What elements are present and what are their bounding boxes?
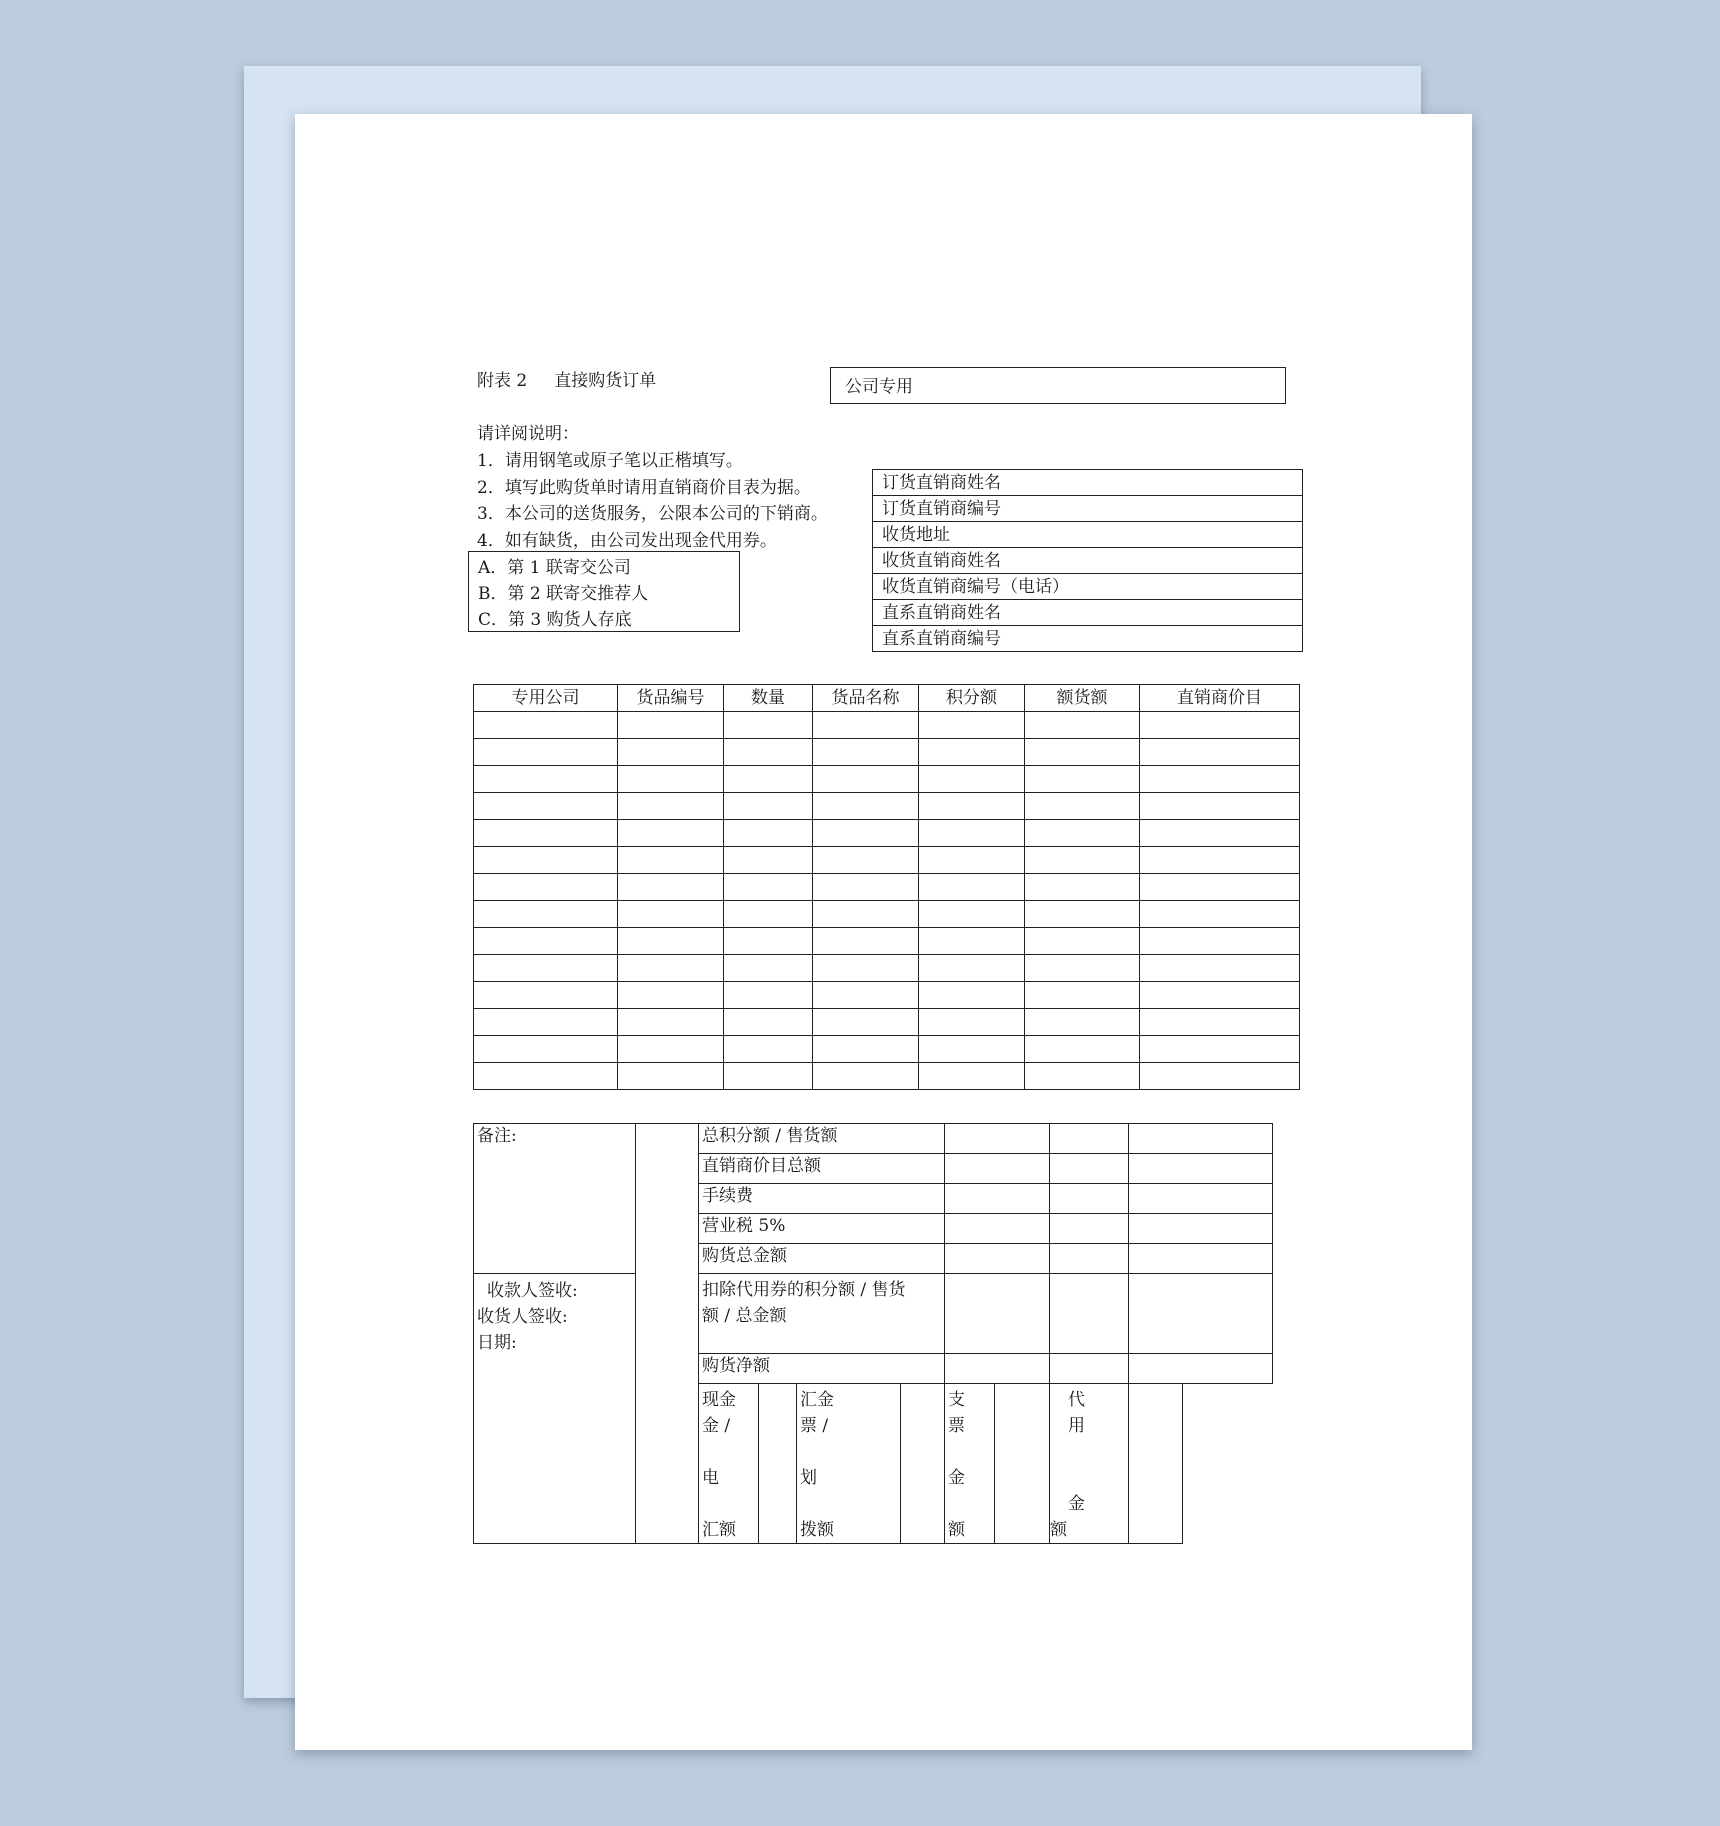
item-cell[interactable] [474, 928, 618, 955]
table-row [474, 1063, 1300, 1090]
voucher-label: 代 用 金 额 [1050, 1384, 1129, 1544]
order-items-table [473, 684, 1300, 1090]
item-cell[interactable] [618, 1036, 724, 1063]
table-row [474, 766, 1300, 793]
item-cell[interactable] [1140, 982, 1300, 1009]
purchaser-info-table [872, 469, 1303, 652]
item-cell[interactable] [724, 766, 813, 793]
item-cell[interactable] [724, 712, 813, 739]
column-header: 直销商价目 [1140, 685, 1300, 712]
item-cell[interactable] [618, 712, 724, 739]
item-cell[interactable] [919, 955, 1025, 982]
item-cell[interactable] [724, 874, 813, 901]
value-cell[interactable] [1050, 1354, 1129, 1384]
document-page [295, 114, 1472, 1750]
copy-item: C．第 3 购货人存底 [478, 610, 632, 630]
item-cell[interactable] [474, 739, 618, 766]
summary-label: 总积分额 / 售货额 [699, 1124, 945, 1154]
item-cell[interactable] [474, 1009, 618, 1036]
item-cell[interactable] [919, 1009, 1025, 1036]
item-cell[interactable] [724, 901, 813, 928]
item-cell[interactable] [1025, 928, 1140, 955]
info-label: 收货地址 [873, 522, 1303, 548]
item-cell[interactable] [813, 982, 919, 1009]
table-row [474, 901, 1300, 928]
table-header-row [474, 685, 1300, 712]
item-cell[interactable] [1140, 874, 1300, 901]
summary-label: 购货净额 [699, 1354, 945, 1384]
value-cell[interactable] [945, 1214, 1050, 1244]
info-label: 收货直销商编号（电话） [873, 574, 1303, 600]
item-cell[interactable] [919, 901, 1025, 928]
summary-table [473, 1123, 1273, 1544]
item-cell[interactable] [724, 820, 813, 847]
item-cell[interactable] [813, 820, 919, 847]
item-cell[interactable] [813, 1009, 919, 1036]
item-cell[interactable] [724, 1009, 813, 1036]
table-row [474, 1036, 1300, 1063]
item-cell[interactable] [1025, 739, 1140, 766]
table-row [474, 928, 1300, 955]
item-cell[interactable] [1025, 847, 1140, 874]
bank-draft-label: 汇金 票 / 划 拨额 [797, 1384, 901, 1544]
item-cell[interactable] [724, 793, 813, 820]
item-cell[interactable] [724, 982, 813, 1009]
item-cell[interactable] [724, 1036, 813, 1063]
item-cell[interactable] [1025, 874, 1140, 901]
item-cell[interactable] [813, 847, 919, 874]
item-cell[interactable] [618, 1063, 724, 1090]
info-row[interactable] [873, 548, 1303, 574]
item-cell[interactable] [1140, 820, 1300, 847]
table-row [474, 739, 1300, 766]
form-title [477, 368, 656, 395]
item-cell[interactable] [474, 982, 618, 1009]
item-cell[interactable] [618, 739, 724, 766]
column-header: 专用公司 [474, 685, 618, 712]
item-cell[interactable] [919, 1036, 1025, 1063]
item-cell[interactable] [618, 820, 724, 847]
value-cell[interactable] [1050, 1124, 1129, 1154]
summary-label: 直销商价目总额 [699, 1154, 945, 1184]
item-cell[interactable] [919, 712, 1025, 739]
item-cell[interactable] [919, 793, 1025, 820]
info-label: 订货直销商姓名 [873, 470, 1303, 496]
signature-cell[interactable] [474, 1274, 636, 1544]
item-cell[interactable] [1140, 739, 1300, 766]
item-cell[interactable] [474, 874, 618, 901]
cheque-label: 支 票 金 额 [945, 1384, 995, 1544]
bank-draft-value[interactable] [901, 1384, 945, 1544]
form-name: 直接购货订单 [554, 371, 657, 391]
item-cell[interactable] [1140, 955, 1300, 982]
item-cell[interactable] [919, 766, 1025, 793]
value-cell[interactable] [1129, 1124, 1273, 1154]
item-cell[interactable] [813, 901, 919, 928]
item-cell[interactable] [1025, 793, 1140, 820]
item-cell[interactable] [1025, 766, 1140, 793]
summary-label: 扣除代用券的积分额 / 售货额 / 总金额 [699, 1274, 945, 1354]
item-cell[interactable] [474, 793, 618, 820]
table-row [474, 847, 1300, 874]
info-label: 收货直销商姓名 [873, 548, 1303, 574]
item-cell[interactable] [1140, 793, 1300, 820]
value-cell[interactable] [945, 1274, 1050, 1354]
value-cell[interactable] [1129, 1184, 1273, 1214]
value-cell[interactable] [945, 1124, 1050, 1154]
item-cell[interactable] [1025, 1009, 1140, 1036]
item-cell[interactable] [919, 1063, 1025, 1090]
value-cell[interactable] [1129, 1154, 1273, 1184]
item-cell[interactable] [618, 874, 724, 901]
item-cell[interactable] [724, 739, 813, 766]
value-cell[interactable] [1129, 1354, 1273, 1384]
blank-column [636, 1124, 699, 1544]
remarks-cell[interactable] [474, 1124, 636, 1274]
instructions-heading: 请详阅说明： [477, 424, 579, 444]
item-cell[interactable] [618, 793, 724, 820]
receiver-signature-label: 收货人签收: [477, 1307, 568, 1327]
info-row[interactable] [873, 470, 1303, 496]
item-cell[interactable] [919, 847, 1025, 874]
item-cell[interactable] [1025, 712, 1140, 739]
item-cell[interactable] [813, 793, 919, 820]
voucher-value[interactable] [1129, 1384, 1183, 1544]
value-cell[interactable] [945, 1154, 1050, 1184]
item-cell[interactable] [474, 820, 618, 847]
item-cell[interactable] [919, 739, 1025, 766]
form-number: 附表 2 [477, 371, 528, 391]
table-row [474, 1009, 1300, 1036]
value-cell[interactable] [945, 1244, 1050, 1274]
value-cell[interactable] [1050, 1244, 1129, 1274]
item-cell[interactable] [813, 955, 919, 982]
table-row [474, 712, 1300, 739]
instruction-item: 2．填写此购货单时请用直销商价目表为据。 [477, 478, 811, 498]
column-header: 货品编号 [618, 685, 724, 712]
item-cell[interactable] [1025, 955, 1140, 982]
item-cell[interactable] [1140, 847, 1300, 874]
info-label: 直系直销商姓名 [873, 600, 1303, 626]
item-cell[interactable] [474, 901, 618, 928]
item-cell[interactable] [1140, 766, 1300, 793]
item-cell[interactable] [1025, 820, 1140, 847]
item-cell[interactable] [813, 928, 919, 955]
column-header: 货品名称 [813, 685, 919, 712]
item-cell[interactable] [1025, 1036, 1140, 1063]
value-cell[interactable] [1050, 1214, 1129, 1244]
item-cell[interactable] [919, 874, 1025, 901]
table-row [474, 955, 1300, 982]
cash-transfer-value[interactable] [759, 1384, 797, 1544]
copy-item: A．第 1 联寄交公司 [478, 558, 631, 578]
instruction-item: 1．请用钢笔或原子笔以正楷填写。 [477, 451, 743, 471]
item-cell[interactable] [724, 955, 813, 982]
item-cell[interactable] [813, 739, 919, 766]
summary-row [474, 1274, 1273, 1354]
item-cell[interactable] [813, 1063, 919, 1090]
table-row [474, 820, 1300, 847]
item-cell[interactable] [1140, 712, 1300, 739]
value-cell[interactable] [945, 1354, 1050, 1384]
item-cell[interactable] [724, 847, 813, 874]
item-cell[interactable] [474, 712, 618, 739]
instruction-item: 4．如有缺货，由公司发出现金代用券。 [477, 531, 777, 551]
date-label: 日期: [477, 1333, 517, 1353]
info-row[interactable] [873, 600, 1303, 626]
remarks-label: 备注: [477, 1126, 517, 1146]
item-cell[interactable] [618, 766, 724, 793]
item-cell[interactable] [1140, 1036, 1300, 1063]
value-cell[interactable] [1050, 1184, 1129, 1214]
company-use-box[interactable] [830, 367, 1286, 404]
instruction-item: 3．本公司的送货服务，公限本公司的下销商。 [477, 504, 828, 524]
info-label: 订货直销商编号 [873, 496, 1303, 522]
item-cell[interactable] [813, 766, 919, 793]
cheque-value[interactable] [995, 1384, 1050, 1544]
item-cell[interactable] [474, 766, 618, 793]
value-cell[interactable] [1050, 1154, 1129, 1184]
summary-label: 手续费 [699, 1184, 945, 1214]
item-cell[interactable] [474, 955, 618, 982]
item-cell[interactable] [813, 874, 919, 901]
item-cell[interactable] [1140, 1063, 1300, 1090]
item-cell[interactable] [1025, 1063, 1140, 1090]
item-cell[interactable] [1140, 928, 1300, 955]
summary-row [474, 1124, 1273, 1154]
column-header: 数量 [724, 685, 813, 712]
payee-signature-label: 收款人签收: [487, 1281, 578, 1301]
item-cell[interactable] [724, 1063, 813, 1090]
value-cell[interactable] [945, 1184, 1050, 1214]
summary-label: 营业税 5% [699, 1214, 945, 1244]
item-cell[interactable] [1025, 901, 1140, 928]
item-cell[interactable] [813, 1036, 919, 1063]
item-cell[interactable] [1140, 901, 1300, 928]
item-cell[interactable] [919, 982, 1025, 1009]
cash-transfer-label: 现金 金 / 电 汇额 [699, 1384, 759, 1544]
item-cell[interactable] [618, 955, 724, 982]
item-cell[interactable] [474, 1036, 618, 1063]
value-cell[interactable] [1129, 1244, 1273, 1274]
summary-label: 购货总金额 [699, 1244, 945, 1274]
column-header: 额货额 [1025, 685, 1140, 712]
table-row [474, 793, 1300, 820]
company-use-label: 公司专用 [845, 377, 913, 397]
item-cell[interactable] [618, 928, 724, 955]
value-cell[interactable] [1050, 1274, 1129, 1354]
item-cell[interactable] [618, 901, 724, 928]
table-row [474, 874, 1300, 901]
item-cell[interactable] [919, 820, 1025, 847]
item-cell[interactable] [618, 847, 724, 874]
table-row [474, 982, 1300, 1009]
copies-box [468, 551, 740, 632]
item-cell[interactable] [618, 982, 724, 1009]
info-row[interactable] [873, 496, 1303, 522]
info-row[interactable] [873, 522, 1303, 548]
copy-item: B．第 2 联寄交推荐人 [478, 584, 649, 604]
value-cell[interactable] [1129, 1214, 1273, 1244]
info-label: 直系直销商编号 [873, 626, 1303, 652]
column-header: 积分额 [919, 685, 1025, 712]
value-cell[interactable] [1129, 1274, 1273, 1354]
item-cell[interactable] [474, 847, 618, 874]
item-cell[interactable] [474, 1063, 618, 1090]
item-cell[interactable] [919, 928, 1025, 955]
info-row[interactable] [873, 574, 1303, 600]
item-cell[interactable] [618, 1009, 724, 1036]
info-row[interactable] [873, 626, 1303, 652]
item-cell[interactable] [1025, 982, 1140, 1009]
item-cell[interactable] [813, 712, 919, 739]
item-cell[interactable] [724, 928, 813, 955]
item-cell[interactable] [1140, 1009, 1300, 1036]
